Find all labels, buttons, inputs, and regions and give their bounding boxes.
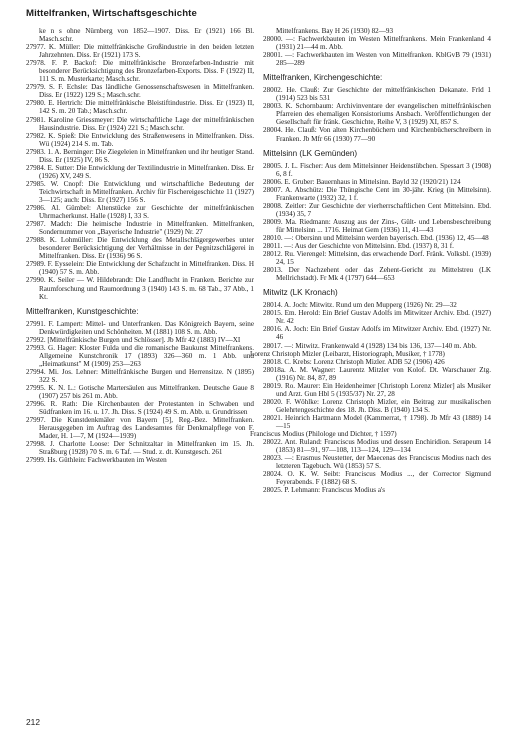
bibliography-entry: 27981. Karoline Griessmeyer: Die wirtschaftliche Lage der mittelfränkischen Hausindustrie. Diss. Er (1924) 221 S.; Masch.schr.: [26, 115, 254, 132]
bibliography-entry: 28004. He. Clauß: Von alten Kirchenbüchern und Kirchenbücherschreibern in Franken. Jb Mfr 66 (1930) 77—90: [263, 126, 491, 143]
bibliography-entry: 27994. Mi. Jos. Lehner: Mittelfränkische Burgen und Herrensitze. N (1895) 322 S.: [26, 367, 254, 384]
bibliography-entry: 28007. A. Abschütz: Die Thüngische Cent im 30-jähr. Krieg (in Mittelsinn). Frankenwarte (1932) 32, 1 f.: [263, 185, 491, 202]
bibliography-entry: 28015. Em. Herold: Ein Brief Gustav Adolfs im Mitwitzer Archiv. Ebd. (1927) Nr. 42: [263, 309, 491, 326]
page-header: Mittelfranken, Wirtschaftsgeschichte: [26, 8, 197, 19]
bibliography-entry: 27990. K. Seiler — W. Hildebrandt: Die Landflucht in Franken. Berichte zur Raumforschung und Raumordnung 3 (1940) 143 S. m. 68 Tab., 37 Abb., 1 Kt.: [26, 276, 254, 301]
bibliography-entry: 28008. Zeitler: Zur Geschichte der vierherrschaftlichen Cent Mittelsinn. Ebd. (1934) 35, 7: [263, 201, 491, 218]
section-heading: Mittelfranken, Kirchengeschichte:: [263, 73, 383, 83]
bibliography-entry: 27978. F. P. Backof: Die mittelfränkische Bronzefarben-Industrie mit besonderer Berücksichtigung des Bronzefarben-Exports. Diss. F (1922) II, 111 S. m. Musterkarte; Masch.schr.: [26, 59, 254, 84]
bibliography-entry: 28019. Ro. Maurer: Ein Heidenheimer [Christoph Lorenz Mizler] als Musiker und Arzt. Gun Hbl 5 (1935/37) Nr. 27, 28: [263, 381, 491, 398]
bibliography-entry: 28025. P. Lehmann: Franciscus Modius a's: [263, 486, 386, 495]
bibliography-entry: 28006. E. Gruber: Bauernhaus in Mittelsinn. Bayld 32 (1920/21) 124: [263, 177, 461, 186]
bibliography-entry: 27995. K. N. L.: Gotische Martersäulen aus Mittelfranken. Deutsche Gaue 8 (1907) 257 bis 261 m. Abb.: [26, 383, 254, 401]
bibliography-entry: 27996. R. Rath: Die Kirchenbauten der Protestanten in Schwaben und Südfranken im 16. u. 17. Jh. Diss. S (1924) 49 S. m. Abb. u. Grundrissen: [26, 400, 254, 417]
bibliography-entry: 27988. K. Lohmüller: Die Entwicklung des Metallschlägergewerbes unter besonderer Berücksichtigung der Verhältnisse in der Pegnitzschlägerei in Mittelfranken. Diss. Er (1936) 96 S.: [26, 236, 254, 261]
bibliography-entry: 27977. K. Müller: Die mittelfränkische Großindustrie in den beiden letzten Jahrzehnten. Diss. Er (1921) 173 S.: [26, 43, 254, 60]
left-column: [26, 27, 254, 464]
bibliography-entry: 28002. He. Clauß: Zur Geschichte der mittelfränkischen Dekanate. Frld 1 (1914) 523 bis 531: [263, 86, 491, 103]
bibliography-entry: 28011. —: Aus der Geschichte von Mittelsinn. Ebd. (1937) 8, 31 f.: [263, 242, 454, 251]
bibliography-entry: 27982. K. Spieß: Die Entwicklung des Straßenwesens in Mittelfranken. Diss. Wü (1924) 214 S. m. Tab.: [26, 131, 254, 148]
bibliography-entry: 27984. E. Sutter: Die Entwicklung der Textilindustrie in Mittelfranken. Diss. Er (1926) XV, 249 S.: [26, 163, 254, 180]
person-subheading: Franciscus Modius (Philologe und Dichter, † 1597): [250, 430, 397, 439]
bibliography-entry: 28020. F. Wöhlke: Lorenz Christoph Mizler, ein Beitrag zur musikalischen Gelehrtengeschichte des 18. Jh. Diss. B (1940) 134 S.: [263, 397, 491, 414]
bibliography-entry: 28003. K. Schornbaum: Archivinventare der evangelischen mittelfränkischen Pfarreien des ehemaligen Konsistoriums Ansbach. Veröffentlichungen der Gesellschaft für fränk. Geschichte, Reihe V, 3 (1929) XI, 857 S.: [263, 102, 491, 127]
bibliography-entry: 27992. [Mittelfränkische Burgen und Schlösser]. Jb Mfr 42 (1883) IV—XI: [26, 335, 241, 344]
bibliography-entry: 27997. Die Kunstdenkmäler von Bayern [5], Reg.-Bez. Mittelfranken. Herausgegeben im Auftrag des Landesamtes für Denkmalpflege von F. Mader, H. 1—7, M (1924—1939): [26, 416, 254, 441]
section-heading: Mittelsinn (LK Gemünden): [263, 148, 358, 158]
bibliography-entry: 28016. A. Joch: Ein Brief Gustav Adolfs im Mitwitzer Archiv. Ebd. (1927) Nr. 46: [263, 325, 491, 342]
bibliography-entry: 27991. F. Lampert: Mittel- und Unterfranken. Das Königreich Bayern, seine Denkwürdigkeiten und Schönheiten. M (1881) 108 S. m. Abb.: [26, 319, 254, 336]
bibliography-entry: 27979. S. F. Echsle: Das ländliche Genossenschaftswesen in Mittelfranken. Diss. Er (1922) 129 S.; Masch.schr.: [26, 83, 254, 100]
bibliography-entry: 28013. Der Nachzehent oder das Zehent-Gericht zu Mittelstreu (LK Mellrichstadt). Fr Mk 4 (1797) 644—653: [263, 266, 491, 283]
bibliography-entry: 28010. —: Obersinn und Mittelsinn werden bayerisch. Ebd. (1936) 12, 45—48: [263, 233, 489, 242]
bibliography-entry: 28018a. A. M. Wagner: Laurentz Mitzler von Kolof. Dt. Warschauer Ztg. (1916) Nr. 84, 87, 89: [263, 365, 491, 382]
right-column: [250, 27, 491, 495]
bibliography-entry: 28000. —: Fachwerkbauten im Westen Mittelfrankens. Mein Frankenland 4 (1931) 21—44 m. Abb.: [263, 35, 491, 52]
bibliography-entry: 28021. Heinrich Hartmann Model (Kammerrat, † 1798). Jb Mfr 43 (1889) 14—15: [263, 413, 491, 430]
bibliography-entry: 28018. C. Krebs: Lorenz Christoph Mizler. ADB 52 (1906) 426: [263, 357, 445, 366]
section-heading: Mittelfranken, Kunstgeschichte:: [26, 306, 139, 316]
continued-entry: Mittelfrankens. Bay H 26 (1930) 82—93: [276, 27, 394, 35]
bibliography-entry: 27998. J. Charlotte Loose: Der Schnitzaltar in Mittelfranken im 15. Jh. Straßburg (1928) 70 S. m. 6 Taf. — Stud. z. dt. Kunstgesch. 261: [26, 440, 254, 457]
person-subheading: Lorenz Christoph Mizler (Leibarzt, Historiograph, Musiker, † 1778): [250, 349, 445, 358]
bibliography-entry: 28014. A. Joch: Mitwitz. Rund um den Mupperg (1926) Nr. 29—32: [263, 301, 457, 310]
bibliography-entry: 28017. —: Mitwitz. Frankenwald 4 (1928) 134 bis 136, 137—140 m. Abb.: [263, 341, 477, 350]
bibliography-entry: 27985. W. Cnopf: Die Entwicklung und wirtschaftliche Bedeutung der Teichwirtschaft in Mittelfranken. Archiv für Fischereigeschichte 11 (1927) 3—125; auch: Diss. Er (1927) 156 S.: [26, 179, 254, 204]
section-heading: Mitwitz (LK Kronach): [263, 288, 338, 298]
bibliography-entry: 28023. —: Erasmus Neustetter, der Maecenas des Franciscus Modius nach des letzteren Tagebuch. Wü (1853) 57 S.: [263, 454, 491, 471]
bibliography-entry: 27983. 1. A. Berninger: Die Ziegeleien in Mittelfranken und ihr heutiger Stand. Diss. Er (1925) IV, 86 S.: [26, 147, 254, 164]
bibliography-entry: 27986. Al. Gümbel: Altenstücke zur Geschichte der mittelfränkischen Uhrmacherkunst. Halle (1928) I, 33 S.: [26, 204, 254, 221]
bibliography-entry: 27993. G. Hager: Kloster Fulda und die romanische Baukunst Mittelfrankens. Allgemeine Kunstchronik 17 (1893) 326—360 m. 1 Abb. und „Heimatkunst" M (1909) 253—263: [26, 343, 254, 368]
bibliography-entry: 28005. J. L. Fischer: Aus dem Mittelsinner Heidenstübchen. Spessart 3 (1908) 6, 8 f.: [263, 161, 491, 178]
continued-entry: ke n s ohne Nürnberg von 1852—1907. Diss. Er (1921) 166 Bl. Masch.schr.: [39, 27, 254, 44]
bibliography-entry: 27999. Hs. Güthlein: Fachwerkbauten im Westen: [26, 456, 167, 465]
bibliography-entry: 28009. Ma. Riedmann: Auszug aus der Zins-, Gült- und Lebensbeschreibung für Mittelsinn ... 1716. Heimat Gem (1936) 11, 41—43: [263, 217, 491, 234]
bibliography-entry: 27989. F. Eysselein: Die Entwicklung der Schafzucht in Mittelfranken. Diss. H (1940) 57 S. m. Abb.: [26, 260, 254, 277]
bibliography-entry: 28024. O. K. W. Seibt: Franciscus Modius ..., der Corrector Sigmund Feyerabends. F (1882) 68 S.: [263, 470, 491, 487]
bibliography-entry: 28001. —: Fachwerkbauten im Westen von Mittelfranken. KblGvB 79 (1931) 285—289: [263, 51, 491, 68]
page-number: 212: [26, 717, 40, 727]
bibliography-entry: 28022. Ant. Ruland: Franciscus Modius und dessen Enchiridion. Serapeum 14 (1853) 81—91, 97—108, 113—124, 129—134: [263, 438, 491, 455]
bibliography-entry: 27987. Madch: Die heimische Industrie in Mittelfranken. Mittelfranken, Sondernummer von „Bayerische Industrie" (1929) Nr. 27: [26, 220, 254, 237]
bibliography-entry: 28012. Ru. Vierengel: Mittelsinn, das erwachende Dorf. Fränk. Volksbl. (1939) 24, 15: [263, 250, 491, 267]
bibliography-entry: 27980. E. Hertrich: Die mittelfränkische Bleistiftindustrie. Diss. Er (1923) II, 142 S. m. 20 Tab.; Masch.schr.: [26, 99, 254, 116]
